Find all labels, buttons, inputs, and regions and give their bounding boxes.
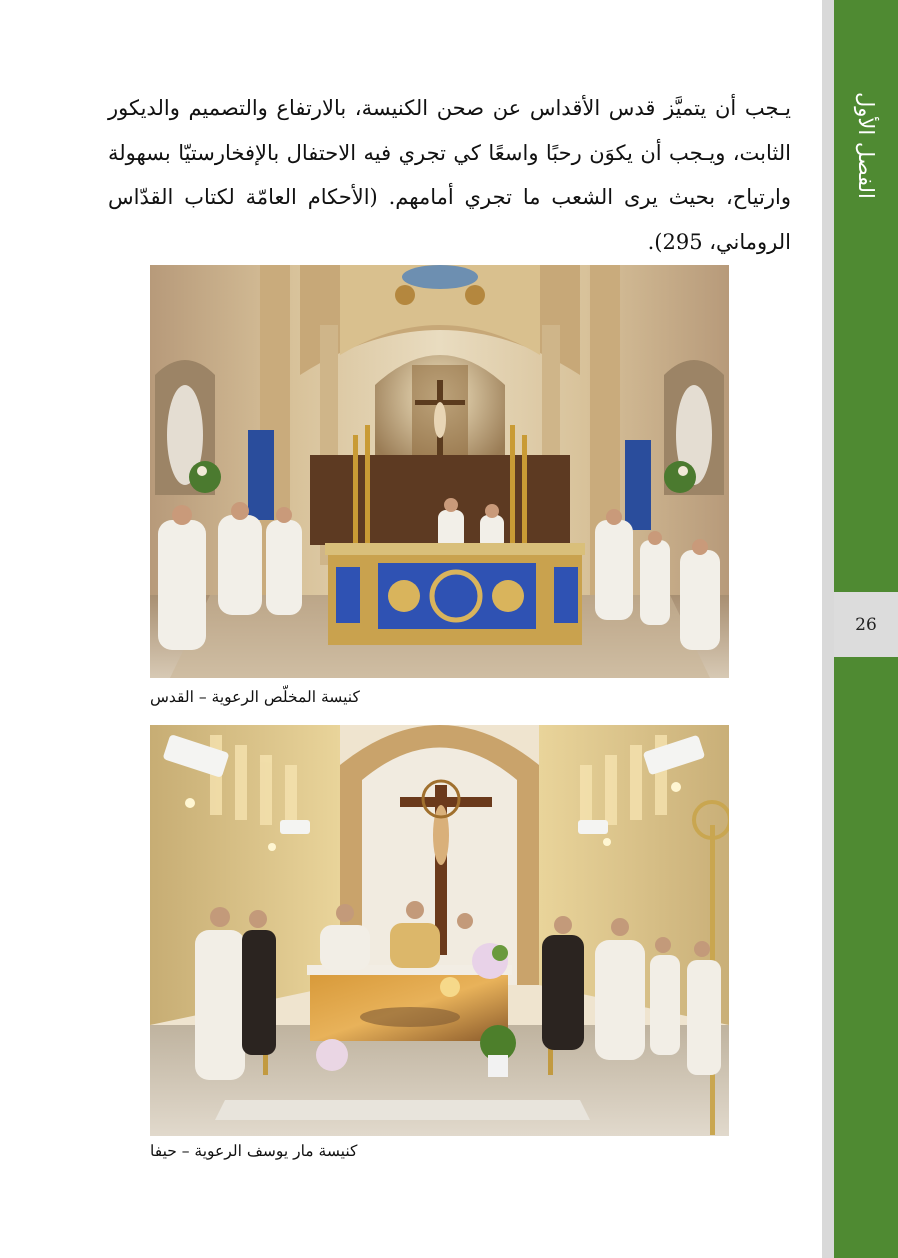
margin-gray-strip [822, 0, 834, 1258]
church-photo-haifa [150, 725, 729, 1136]
photo-caption-2: كنيسة مار يوسف الرعوية – حيفا [150, 1142, 358, 1160]
church-photo-jerusalem [150, 265, 729, 678]
body-paragraph: يـجب أن يتميَّز قدس الأقداس عن صحن الكنيسة، بالارتفاع والتصميم والديكور الثابت، ويـجب أن يكوَن رحبًا واسعًا كي تجري فيه الاحتفال بالإفخارستيّا بسهولة وارتياح، بحيث يرى الشعب ما تجري أمامهم. (الأحكام العامّة لكتاب القدّاس الروماني، 295). [108, 96, 791, 254]
page-number-box [834, 592, 898, 657]
page-number: 26 [855, 614, 877, 635]
chapter-label-box [834, 70, 898, 220]
chapter-label: الفصل الأول [854, 91, 878, 199]
photo-caption-1: كنيسة المخلّص الرعوية – القدس [150, 688, 360, 706]
chapter-band-bottom [834, 657, 898, 1258]
